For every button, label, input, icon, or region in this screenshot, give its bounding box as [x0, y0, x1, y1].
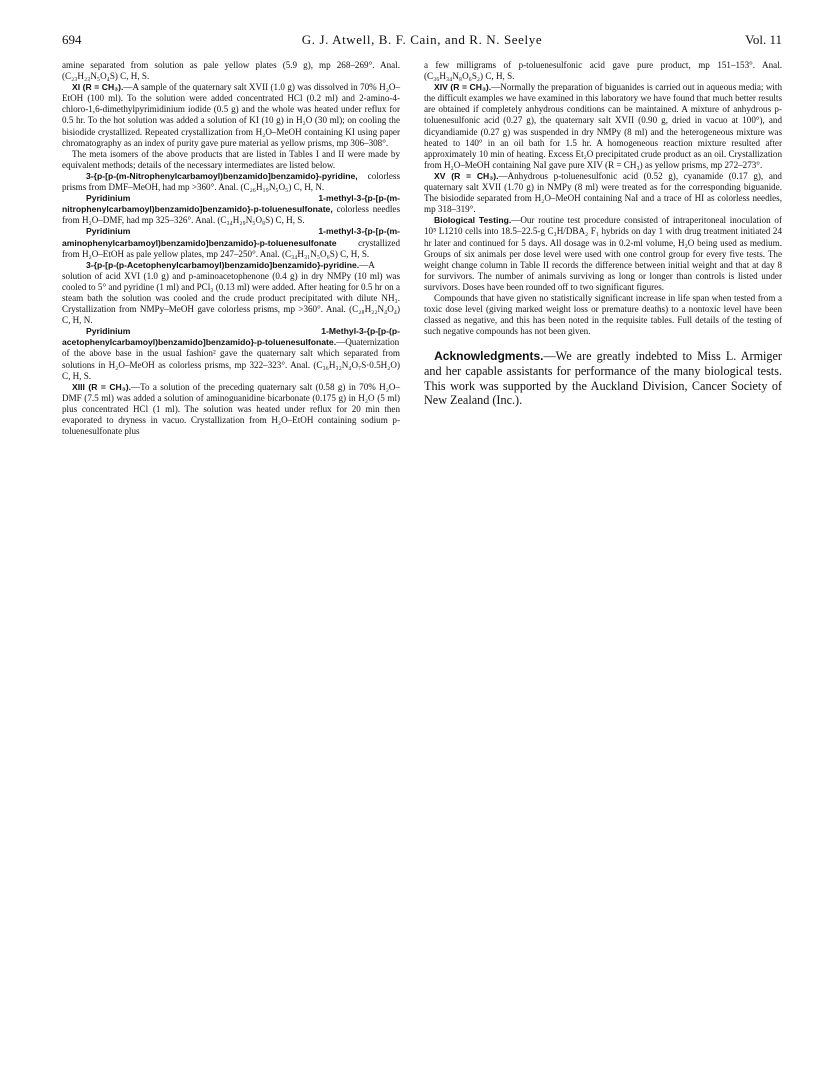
paragraph [424, 60, 782, 82]
paragraph-text: —A sample of the quaternary salt XVII (1.0 g) was dissolved in 70% H₂O–EtOH (100 ml). To the solution were added concentrated HCl (0.2 ml) and 2-amino-4-chloro-1,6-dimethylpyrimidinium iodide (0.5 g) and the whole was heated under reflux for 0.5 hr. To the hot solution was added a solution of KI (10 g) in H₂O (30 ml); on cooling the bisiodide crystallized. Repeated crystallization from H₂O–MeOH containing KI using paper chromatography as an index of purity gave pure material as yellow prisms, mp 306–308°. [62, 82, 400, 148]
paragraph-heading: 3-{p-[p-(p-Acetophenylcarbamoyl)benzamido]benzamido}-pyridine. [86, 259, 360, 270]
paragraph [62, 226, 400, 259]
left-column [62, 60, 400, 437]
paragraph-text: —A solution of acid XVI (1.0 g) and p-aminoacetophenone (0.4 g) in dry NMPy (10 ml) was cooled to 5° and pyridine (1 ml) and PCl₃ (0.13 ml) were added. After heating for 0.5 hr on a steam bath the solution was cooled and the crude product precipitated with dilute NH₃. Crystallization from NMPy–MeOH gave colorless prisms, mp >360°. Anal. (C₂₈H₂₂N₄O₄) C, H, N. [62, 259, 400, 326]
paragraph-text: —To a solution of the preceding quaternary salt (0.58 g) in 70% H₂O–DMF (7.5 ml) was added a solution of aminoguanidine bicarbonate (0.175 g) in H₂O (5 ml) plus concentrated HCl (1 ml). The solution was heated under reflux for 20 min then evaporated to dryness in vacuo. Crystallization from H₂O–EtOH containing sodium p-toluenesulfonate plus [62, 381, 401, 437]
paragraph [62, 149, 400, 171]
paragraph-text: Compounds that have given no statistically significant increase in life span when tested from a toxic dose level (giving marked weight loss or premature deaths) to a nontoxic level have been classed as negative, and this has been noted in the requisite tables. Full details of the testing of such negative compounds has not been given. [424, 292, 782, 337]
page-number: 694 [62, 32, 82, 47]
paragraph-heading: Pyridinium 1-methyl-3-{p-[p-(m-aminophenylcarbamoyl)benzamido]benzamido}-p-toluenesulfonate [62, 226, 400, 248]
paragraph-text: colorless prisms from DMF–MeOH, had mp >360°. Anal. (C₂₆H₁₉N₅O₅) C, H, N. [62, 170, 400, 193]
paragraph [62, 326, 400, 381]
paragraph [424, 82, 782, 171]
paragraph-heading: XV (R = CH₃). [434, 170, 499, 181]
paragraph-heading: XIV (R = CH₃). [434, 82, 492, 93]
acknowledgments-text: —We are greatly indebted to Miss L. Armiger and her capable assistants for performance of the many biological tests. This work was supported by the Auckland Division, Cancer Society of New Zealand (Inc.). [424, 349, 782, 408]
paragraph-heading: XI (R = CH₃). [72, 82, 124, 93]
running-authors: G. J. Atwell, B. F. Cain, and R. N. Seelye [301, 32, 543, 47]
paragraph [424, 293, 782, 337]
volume-label: Vol. 11 [745, 32, 782, 47]
paragraph [424, 171, 782, 215]
paragraph-text: —Quaternization of the above base in the usual fashion² gave the quaternary salt which separated from solutions in H₂O–MeOH as colorless prisms, mp 322–323°. Anal. (C₃₆H₃₂N₄O₇S·0.5H₂O) C, H, S. [62, 337, 400, 381]
paragraph-text: The meta isomers of the above products that are listed in Tables I and II were made by equivalent methods; details of the necessary intermediates are listed below. [62, 148, 400, 170]
paragraph [62, 171, 400, 193]
right-column-body [424, 60, 782, 337]
right-column [424, 60, 782, 408]
paragraph [62, 82, 400, 149]
paragraph-text: crystallized from H₂O–EtOH as pale yellow plates, mp 247–250°. Anal. (C₃₄H₃₁N₅O₆S) C, H, S. [62, 237, 400, 259]
paragraph [424, 215, 782, 293]
paragraph-heading: Pyridinium 1-methyl-3-{p-[p-(m-nitrophenylcarbamoyl)benzamido]benzamido}-p-toluenesulfonate, [62, 193, 400, 215]
paragraph [62, 60, 400, 82]
paragraph-heading: 3-{p-[p-(m-Nitrophenylcarbamoyl)benzamido]benzamido}-pyridine, [86, 170, 358, 181]
acknowledgments-paragraph [424, 349, 782, 407]
paragraph-text: —Normally the preparation of biguanides is carried out in aqueous media; with the difficult examples we have examined in this laboratory we have found that much better results are obtained if completely anhydrous conditions can be maintained. A mixture of anhydrous p-toluenesulfonic acid (0.27 g), the quaternary salt XVII (0.90 g, dried in vacuo at 100°), and dicyandiamide (0.27 g) was suspended in dry NMPy (8 ml) and the heterogeneous mixture was heated to 140° in an oil bath for 1.5 hr. A homogeneous reaction mixture resulted after approximately 10 min of heating. Excess Et₂O precipitated crude product as an oil. Crystallization from H₂O–MeOH containing NaI gave pure XIV (R = CH₃) as yellow prisms, mp 272–273°. [424, 82, 782, 170]
paragraph-heading: Biological Testing. [434, 215, 512, 226]
paragraph-text: —Our routine test procedure consisted of intraperitoneal inoculation of 10⁵ L1210 cells into 18.5–22.5-g C₃H/DBA₂ F₁ hybrids on day 1 with drug treatment initiated 24 hr later and continued for 5 days. All dosage was in 0.2-ml volume, H₂O being used as medium. Groups of six animals per dose level were used with one control group for every five tests. The weight change column in Table II records the difference between initial weight and that at day 8 for survivors. The number of animals surviving as long or longer than controls is listed under survivors. Doses have been rounded off to two significant figures. [424, 215, 782, 292]
paragraph [62, 382, 400, 437]
paragraph-heading: Pyridinium 1-Methyl-3-{p-[p-(p-acetophenylcarbamoyl)benzamido]benzamido}-p-toluenesulfonate. [62, 326, 400, 348]
paragraph-text: colorless needles from H₂O–DMF, had mp 325–326°. Anal. (C₃₄H₂₉N₅O₈S) C, H, S. [62, 204, 400, 226]
running-header [62, 32, 782, 50]
paragraph-heading: XIII (R = CH₃). [72, 381, 131, 392]
paragraph-text: a few milligrams of p-toluenesulfonic acid gave pure product, mp 151–153°. Anal. (C₃₆H₃₄N₈O₆S₂) C, H, S. [424, 60, 782, 82]
paragraph-text: —Anhydrous p-toluenesulfonic acid (0.52 g), cyanamide (0.17 g), and quaternary salt XVII (1.70 g) in NMPy (8 ml) were treated as for the corresponding biguanide. The bisiodide separated from H₂O–MeOH containing NaI and a trace of HI as colorless needles, mp 318–319°. [424, 170, 782, 215]
paragraph [62, 193, 400, 226]
acknowledgments-heading: Acknowledgments. [434, 349, 544, 364]
paragraph [62, 260, 400, 327]
paragraph-text: amine separated from solution as pale yellow plates (5.9 g), mp 268–269°. Anal. (C₂₃H₂₃N₅O₄S) C, H, S. [62, 60, 400, 82]
